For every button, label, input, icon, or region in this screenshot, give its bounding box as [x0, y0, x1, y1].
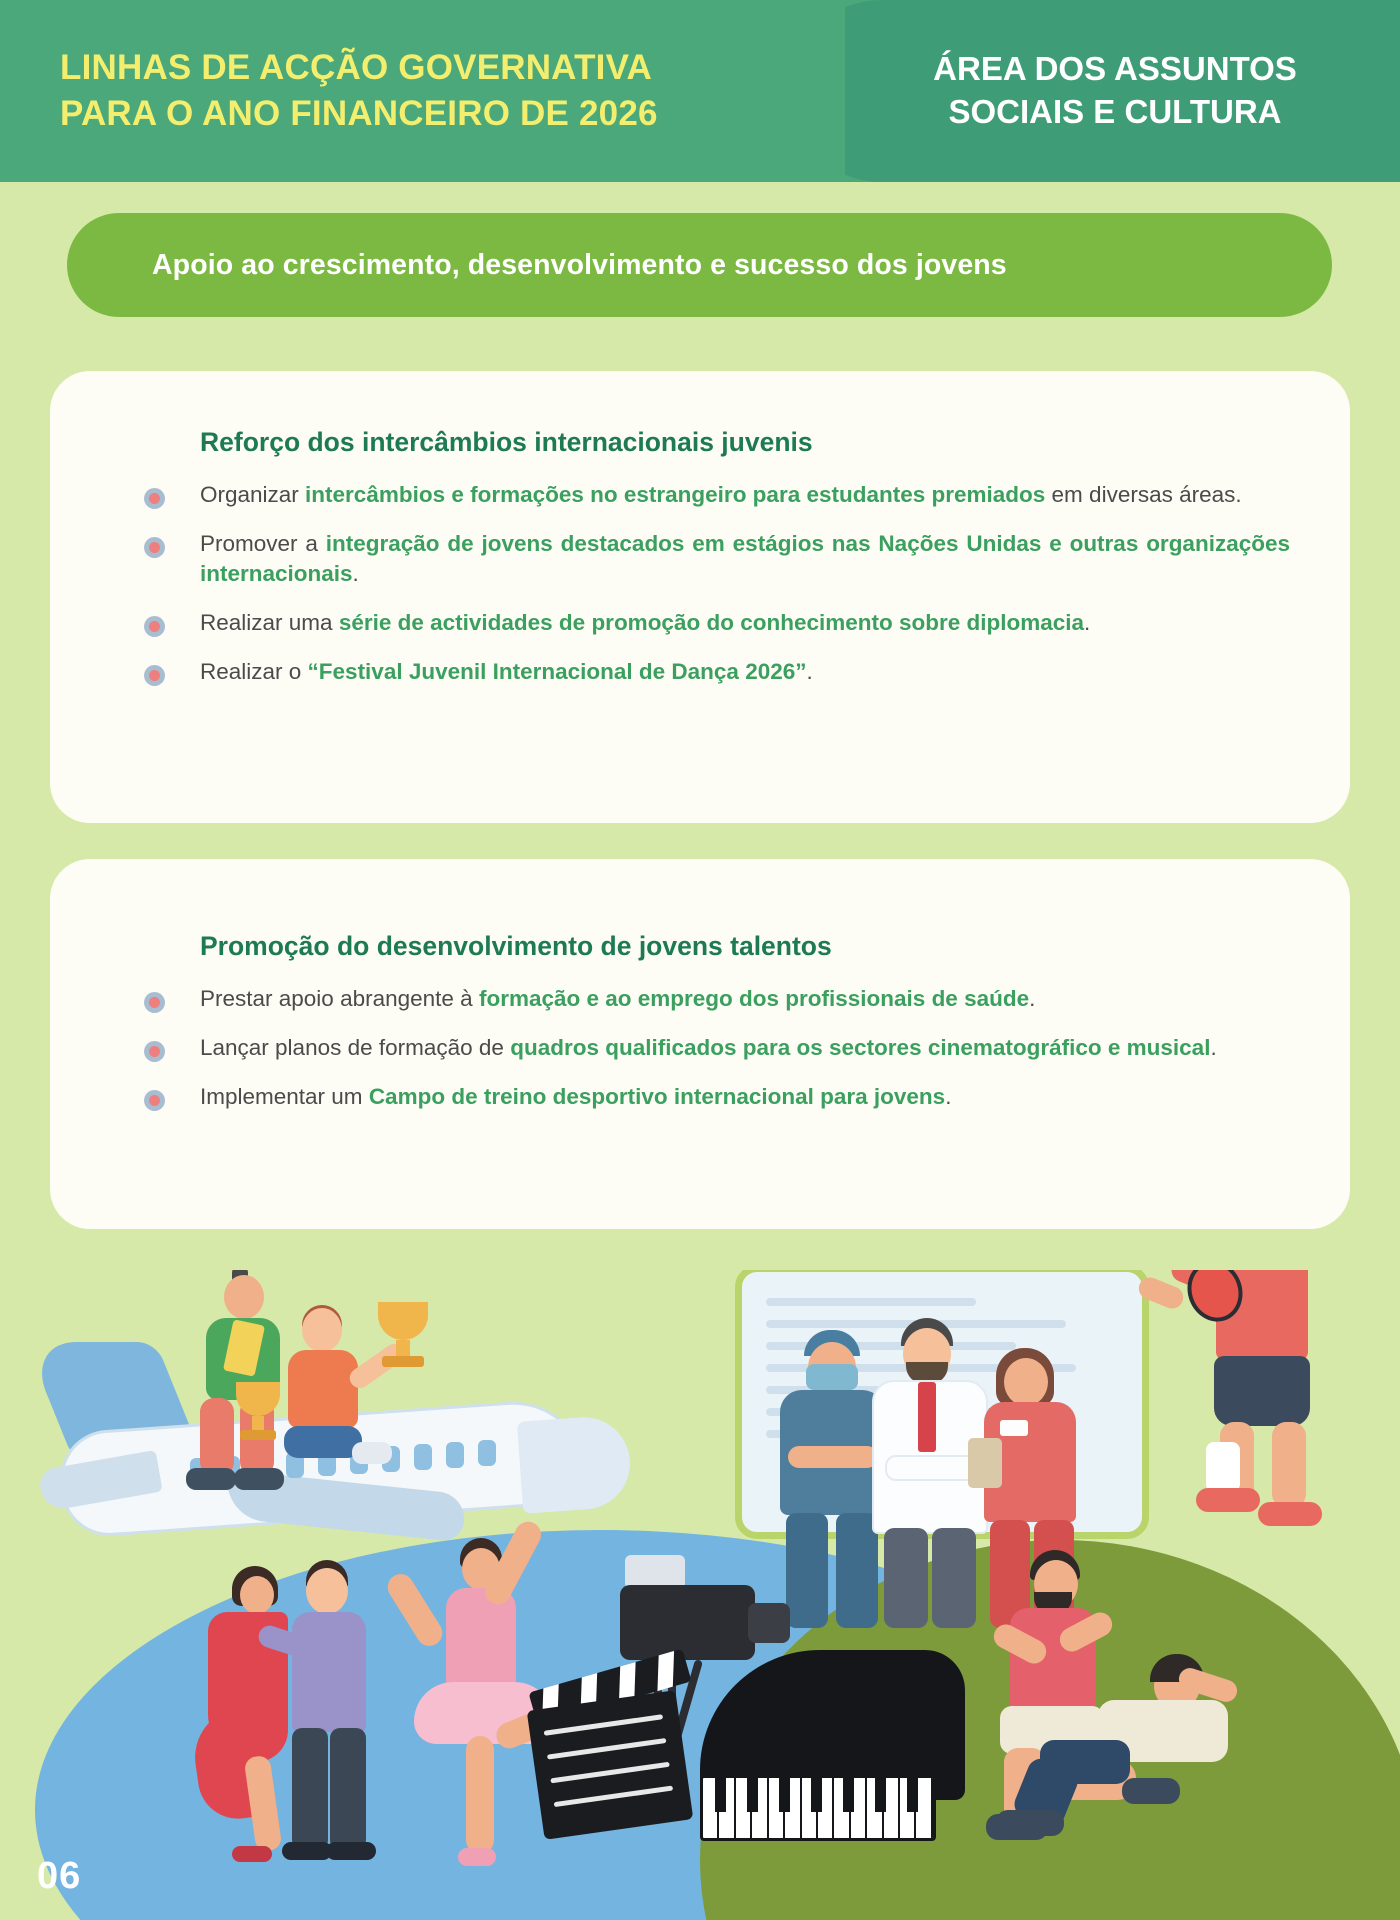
- trophy-base: [382, 1356, 424, 1367]
- ballerina-leg: [466, 1736, 494, 1854]
- clapperboard-text-line: [550, 1762, 670, 1784]
- dancer-woman-shoe: [232, 1846, 272, 1862]
- clapperboard-body: [527, 1690, 694, 1840]
- dancer-man-leg: [330, 1728, 366, 1850]
- list-item-text-highlight-1: intercâmbios e formações no estrangeiro para estudantes premiados: [305, 482, 1046, 507]
- header-right-block: [790, 0, 1400, 182]
- illustration-area: [0, 1270, 1400, 1920]
- bullet-dot-icon: [144, 537, 165, 558]
- tt-player-shorts: [1214, 1356, 1310, 1426]
- list-item: [110, 608, 1290, 638]
- list-item-text-highlight-1: série de actividades de promoção do conhecimento sobre diplomacia: [338, 609, 1085, 635]
- student-leg: [200, 1398, 234, 1476]
- student-torso: [288, 1350, 358, 1428]
- camera-top-handle: [625, 1555, 685, 1589]
- nurse-mask-icon: [806, 1364, 858, 1390]
- student-shoe: [352, 1442, 392, 1464]
- trophy-base: [240, 1430, 276, 1440]
- content-card-2: [50, 859, 1350, 1229]
- dancer-man-shoe: [282, 1842, 332, 1860]
- dancer-woman-head: [240, 1576, 274, 1614]
- piano-black-key: [843, 1778, 854, 1812]
- dancer-man-torso: [292, 1612, 366, 1732]
- doctor-leg: [932, 1528, 976, 1628]
- airplane-nose: [517, 1414, 633, 1513]
- ballerina-pointe-shoe: [458, 1848, 496, 1866]
- bullet-dot-icon: [144, 488, 165, 509]
- airplane-window: [478, 1440, 496, 1466]
- list-item-text-plain-1: Prestar apoio abrangente à: [200, 986, 479, 1011]
- list-item-text-highlight-1: quadros qualificados para os sectores cinematográfico e musical: [510, 1034, 1211, 1060]
- clapperboard-text-line: [544, 1714, 664, 1736]
- list-item-text-plain-2: .: [1029, 986, 1036, 1011]
- tt-player-shoe: [1258, 1502, 1322, 1526]
- bullet-dot-icon: [144, 1090, 165, 1111]
- bullet-dot-icon: [144, 992, 165, 1013]
- tt-player-sock: [1206, 1442, 1240, 1492]
- list-item-text-plain-2: .: [806, 658, 813, 684]
- student-shoe: [186, 1468, 236, 1490]
- doctor-arm: [885, 1455, 977, 1481]
- list-item-text-highlight-1: integração de jovens destacados em estágios nas Nações Unidas e outras organizações internacionais: [200, 530, 1290, 586]
- list-item-text-plain-1: Organizar: [200, 482, 306, 507]
- trophy-cup: [378, 1302, 428, 1340]
- list-item: [110, 480, 1290, 510]
- tt-player-leg: [1272, 1422, 1306, 1508]
- piano-white-key: [916, 1778, 932, 1838]
- page-number: 06: [37, 1855, 82, 1897]
- section-banner: [67, 213, 1332, 317]
- piano-black-key: [779, 1778, 790, 1812]
- student-shoe: [234, 1468, 284, 1490]
- list-item: [110, 657, 1290, 687]
- list-item-text-highlight-1: Campo de treino desportivo internacional para jovens: [368, 1083, 946, 1109]
- list-item: [110, 1082, 1290, 1112]
- athlete-shoe: [996, 1810, 1064, 1836]
- list-item-text-plain-2: .: [352, 560, 359, 586]
- camera-lens: [748, 1603, 790, 1643]
- piano-black-key: [811, 1778, 822, 1812]
- dancer-man-leg: [292, 1728, 328, 1850]
- list-item-text-plain-1: Lançar planos de formação de: [200, 1034, 511, 1060]
- header-section-title-line1: ÁREA DOS ASSUNTOS: [933, 50, 1297, 88]
- list-item-text-highlight-1: “Festival Juvenil Internacional de Dança 2026”: [307, 658, 807, 684]
- list-item-text-plain-1: Implementar um: [200, 1083, 369, 1109]
- header-section-title: [893, 48, 1297, 134]
- bullet-dot-icon: [144, 616, 165, 637]
- piano-black-key: [715, 1778, 726, 1812]
- page-header: [0, 0, 1400, 182]
- airplane-window: [446, 1442, 464, 1468]
- header-main-title-line2: PARA O ANO FINANCEIRO DE 2026: [60, 94, 658, 133]
- list-item-text-plain-2: .: [1210, 1034, 1217, 1060]
- bullet-dot-icon: [144, 1041, 165, 1062]
- section-banner-label: Apoio ao crescimento, desenvolvimento e sucesso dos jovens: [152, 248, 1007, 281]
- doctor-tie: [918, 1382, 936, 1452]
- card-2-bullet-list: [110, 984, 1290, 1112]
- list-item-text-plain-2: .: [1084, 609, 1091, 635]
- tt-player-shoe: [1196, 1488, 1260, 1512]
- board-text-line: [766, 1342, 1016, 1350]
- camera-body: [620, 1585, 755, 1660]
- header-left-block: [0, 0, 845, 182]
- list-item: [110, 1033, 1290, 1063]
- nurse-arm: [788, 1446, 878, 1468]
- card-1-title: Reforço dos intercâmbios internacionais juvenis: [200, 427, 813, 457]
- list-item-text-plain-1: Promover a: [200, 530, 326, 556]
- dancer-man-head: [306, 1568, 348, 1614]
- piano-white-key: [884, 1778, 900, 1838]
- list-item-text-plain-1: Realizar uma: [200, 609, 339, 635]
- student-head: [302, 1308, 342, 1352]
- card-2-title: Promoção do desenvolvimento de jovens talentos: [200, 931, 832, 961]
- list-item-text-highlight-1: formação e ao emprego dos profissionais de saúde: [478, 986, 1030, 1011]
- clapperboard-text-line: [554, 1786, 674, 1808]
- student-head: [224, 1275, 264, 1319]
- airplane-window: [414, 1444, 432, 1470]
- header-section-title-line2: SOCIAIS E CULTURA: [948, 93, 1282, 130]
- piano-keyboard: [700, 1775, 936, 1841]
- student-leg: [284, 1426, 362, 1458]
- header-main-title: [60, 45, 658, 137]
- list-item: [110, 984, 1290, 1014]
- nurse2-head: [1004, 1358, 1048, 1406]
- piano-black-key: [907, 1778, 918, 1812]
- list-item: [110, 529, 1290, 589]
- piano-black-key: [875, 1778, 886, 1812]
- list-item-text-plain-1: Realizar o: [200, 658, 308, 684]
- piano-black-key: [747, 1778, 758, 1812]
- clipboard-icon: [968, 1438, 1002, 1488]
- nurse2-name-badge: [1000, 1420, 1028, 1436]
- doctor-leg: [884, 1528, 928, 1628]
- clapperboard-stripe: [657, 1651, 674, 1691]
- card-1-bullet-list: [110, 480, 1290, 687]
- clapperboard-text-line: [547, 1738, 667, 1760]
- header-main-title-line1: LINHAS DE ACÇÃO GOVERNATIVA: [60, 47, 652, 87]
- coach-shoe: [1122, 1778, 1180, 1804]
- bullet-dot-icon: [144, 665, 165, 686]
- nurse-leg: [786, 1513, 828, 1628]
- list-item-text-plain-2: .: [945, 1083, 952, 1109]
- list-item-text-plain-2: em diversas áreas.: [1045, 482, 1242, 507]
- board-text-line: [766, 1298, 976, 1306]
- content-card-1: [50, 371, 1350, 823]
- dancer-man-shoe: [326, 1842, 376, 1860]
